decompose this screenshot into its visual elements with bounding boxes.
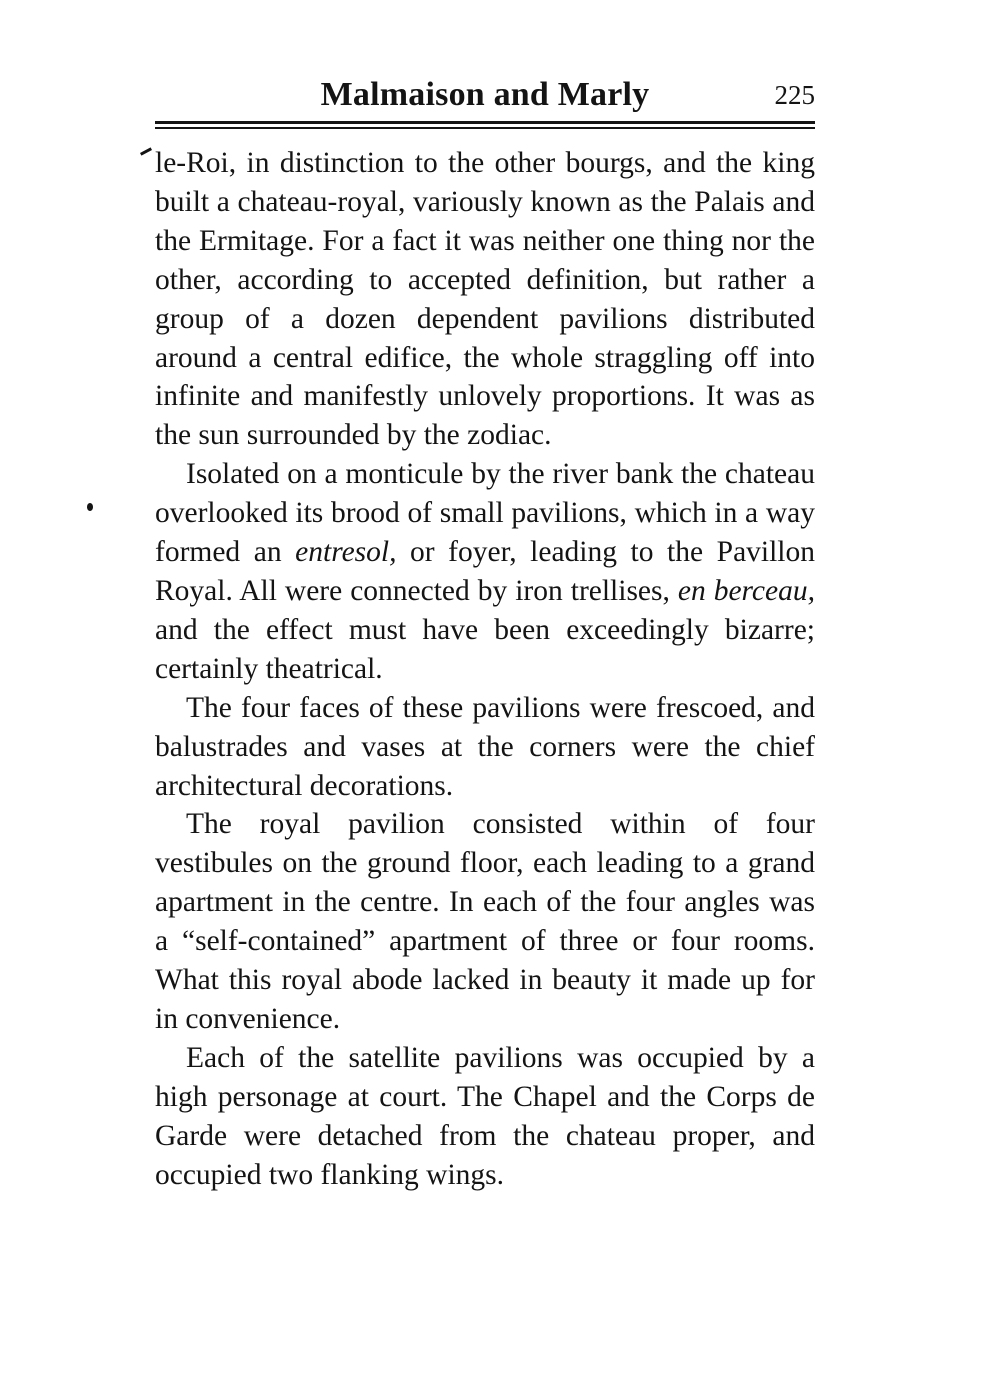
margin-dot-mark xyxy=(87,503,93,511)
header-rule-thin xyxy=(155,127,815,129)
paragraph-text: The four faces of these pavilions were frescoed, and balustrades and vases at the corners were the chief architectural decorations. xyxy=(155,691,815,802)
paragraph xyxy=(155,805,815,1038)
italic-term: entresol, xyxy=(295,536,397,569)
paragraph xyxy=(155,455,815,688)
running-head xyxy=(155,70,815,120)
paragraph-text: Each of the satellite pavilions was occupied by a high personage at court. The Chapel and the Corps de Garde were detached from the chateau proper, and occupied two flanking wings. xyxy=(155,1041,815,1191)
paragraph-text: Isolated on a monticule by the river bank the chateau overlooked its brood of small pavilions, which in a way formed an xyxy=(155,458,815,569)
paragraph xyxy=(155,144,815,455)
body-text xyxy=(155,144,815,1194)
page-number: 225 xyxy=(774,80,815,110)
margin-tick-mark xyxy=(140,147,152,155)
italic-term: en berceau, xyxy=(677,574,815,607)
paragraph xyxy=(155,689,815,806)
paragraph-text: le-Roi, in distinction to the other bourgs, and the king built a chateau-royal, variously known as the Palais and the Ermitage. For a fact it was neither one thing nor the other, according to accepted definition, but rather a group of a dozen dependent pavilions distributed around a central edifice, the whole straggling off into infinite and manifestly unlovely proportions. It was as the sun surrounded by the zodiac. xyxy=(155,147,815,452)
paragraph-text: The royal pavilion consisted within of four vestibules on the ground floor, each leading to a grand apartment in the centre. In each of the four angles was a “self-contained” apartment of three or four rooms. What this royal abode lacked in beauty it made up for in convenience. xyxy=(155,808,815,1035)
paragraph-text: and the effect must have been exceedingly bizarre; certainly theatrical. xyxy=(155,613,815,685)
running-title: Malmaison and Marly xyxy=(320,76,650,113)
header-rule-thick xyxy=(155,121,815,124)
paragraph xyxy=(155,1039,815,1195)
paragraph-text: or foyer, leading to the Pavillon Royal. All were connected by iron trellises, xyxy=(155,536,815,607)
